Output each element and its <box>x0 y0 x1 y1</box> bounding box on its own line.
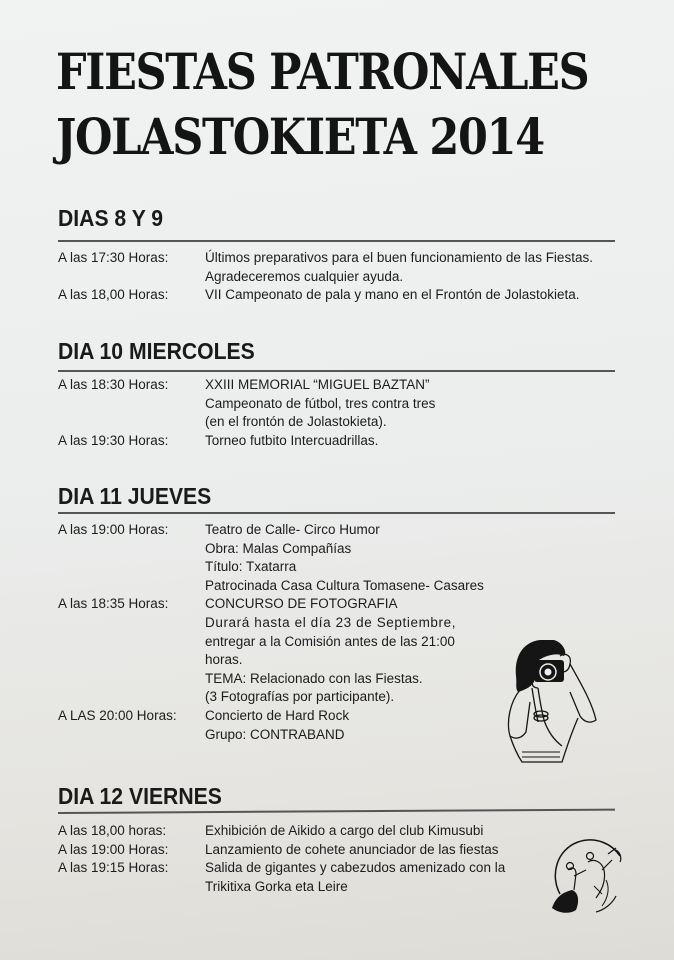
event-list <box>58 249 618 305</box>
event-line: entregar a la Comisión antes de las 21:00 <box>205 633 455 649</box>
section-heading: DIA 11 JUEVES <box>58 483 212 509</box>
event-line: Últimos preparativos para el buen funcionamiento de las Fiestas. <box>205 250 593 265</box>
event-row <box>58 822 618 841</box>
event-line: Torneo futbito Intercuadrillas. <box>205 432 379 448</box>
event-line: XXIII MEMORIAL “MIGUEL BAZTAN” <box>205 377 430 392</box>
event-row <box>58 376 618 432</box>
section-heading: DIA 10 MIERCOLES <box>58 338 255 364</box>
event-row <box>58 859 618 896</box>
section-dia-11-jueves <box>58 483 618 742</box>
event-time: A las 18,00 horas: <box>58 823 167 838</box>
event-line: Obra: Malas Compañías <box>205 540 352 556</box>
page-title-line-2: JOLASTOKIETA 2014 <box>56 107 544 166</box>
event-description <box>205 286 618 305</box>
event-line: Exhibición de Aikido a cargo del club Kimusubi <box>205 823 484 838</box>
event-line: Campeonato de fútbol, tres contra tres <box>205 395 436 411</box>
section-divider <box>58 240 615 242</box>
event-time: A las 19:30 Horas: <box>58 432 169 448</box>
event-line: Teatro de Calle- Circo Humor <box>205 522 380 537</box>
event-description <box>205 432 618 451</box>
event-row <box>58 841 618 860</box>
event-line: CONCURSO DE FOTOGRAFIA <box>205 596 398 612</box>
event-row <box>58 432 618 451</box>
photographer-illustration <box>500 632 610 767</box>
event-row <box>58 286 618 305</box>
event-line: (3 Fotografías por participante). <box>205 689 395 705</box>
event-line: Lanzamiento de cohete anunciador de las fiestas <box>205 841 499 857</box>
event-line: VII Campeonato de pala y mano en el Frontón de Jolastokieta. <box>205 287 580 303</box>
event-description <box>205 376 618 432</box>
event-line: Título: Txatarra <box>205 559 297 575</box>
aikido-illustration <box>546 836 628 918</box>
section-heading: DIA 12 VIERNES <box>58 783 222 809</box>
event-time: A las 18:35 Horas: <box>58 596 169 612</box>
event-line: (en el frontón de Jolastokieta). <box>205 414 387 430</box>
event-line: Agradeceremos cualquier ayuda. <box>205 268 404 284</box>
event-time: A las 19:15 Horas: <box>58 860 169 876</box>
event-line: TEMA: Relacionado con las Fiestas. <box>205 670 423 686</box>
page-title-line-1: FIESTAS PATRONALES <box>56 42 589 101</box>
event-line: Grupo: CONTRABAND <box>205 726 345 742</box>
event-line: Durará hasta el día 23 de Septiembre, <box>205 614 457 630</box>
event-list <box>58 376 618 450</box>
event-line: Patrocinada Casa Cultura Tomasene- Casares <box>205 577 484 593</box>
event-time: A las 18,00 Horas: <box>58 287 169 303</box>
event-row <box>58 521 618 595</box>
section-dia-10-miercoles <box>58 338 618 448</box>
event-list <box>58 822 618 896</box>
section-dia-12-viernes <box>58 783 618 894</box>
event-line: Concierto de Hard Rock <box>205 707 350 723</box>
event-time: A las 18:30 Horas: <box>58 377 169 392</box>
event-line: horas. <box>205 652 243 668</box>
event-description <box>205 521 618 595</box>
event-time: A las 17:30 Horas: <box>58 250 169 265</box>
section-dias-8-y-9 <box>58 205 618 303</box>
event-time: A las 19:00 Horas: <box>58 522 169 537</box>
event-description <box>205 249 618 286</box>
section-heading: DIAS 8 Y 9 <box>58 205 164 231</box>
section-divider <box>58 370 615 372</box>
event-time: A las 19:00 Horas: <box>58 841 169 857</box>
event-row <box>58 249 618 286</box>
section-divider <box>58 809 615 814</box>
section-divider <box>58 512 615 514</box>
event-line: Trikitixa Gorka eta Leire <box>205 878 348 894</box>
event-time: A LAS 20:00 Horas: <box>58 707 177 723</box>
event-line: Salida de gigantes y cabezudos amenizado con la <box>205 860 506 876</box>
